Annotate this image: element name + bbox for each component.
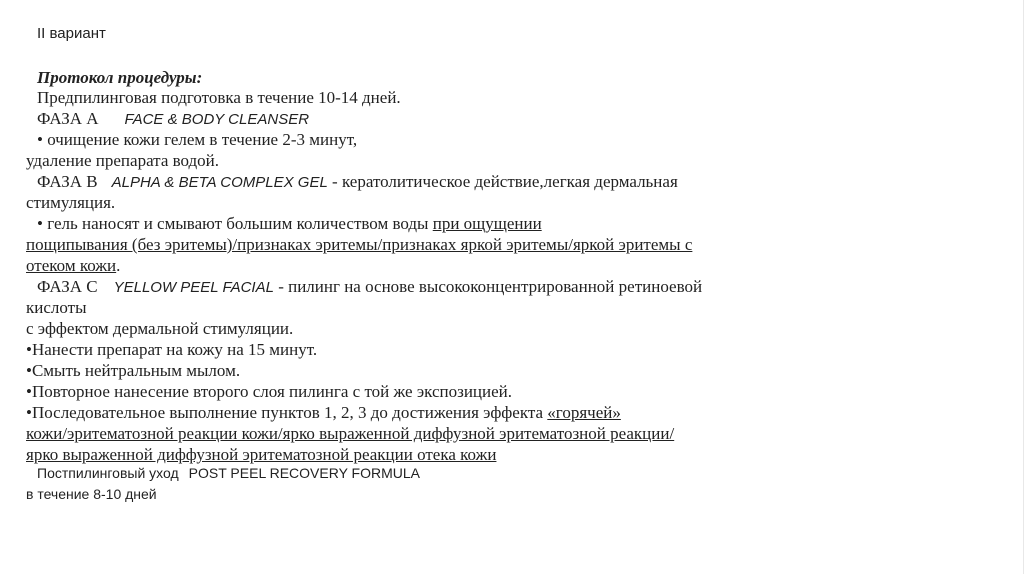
phase-a-bullet: • очищение кожи гелем в течение 2-3 минут,	[37, 130, 358, 149]
phase-a-label: ФАЗА А	[37, 109, 99, 128]
phase-c-label: ФАЗА С	[37, 277, 98, 296]
phase-c-product: YELLOW PEEL FACIAL	[113, 279, 274, 296]
phase-c-desc-cont2: с эффектом дермальной стимуляции.	[26, 319, 294, 338]
phase-c-step-4	[26, 403, 621, 423]
phase-b-bullet	[37, 214, 542, 234]
phase-c-line	[37, 277, 702, 297]
phase-b-product: ALPHA & BETA COMPLEX GEL	[111, 174, 328, 191]
phase-b-desc: - кератолитическое действие,легкая дермальная	[327, 172, 678, 191]
phase-c-step-4-cont: кожи/эритематозной реакции кожи/ярко выраженной диффузной эритематозной реакции/	[26, 424, 675, 443]
phase-c-desc: - пилинг на основе высококонцентрированной ретиноевой	[273, 277, 703, 296]
phase-b-line	[37, 172, 678, 192]
phase-a-bullet-cont: удаление препарата водой.	[26, 151, 220, 170]
phase-c-step-4-cont2: ярко выраженной диффузной эритематозной реакции отека кожи	[26, 445, 497, 464]
phase-b-desc-cont: стимуляция.	[26, 193, 116, 212]
post-care-line	[37, 465, 420, 481]
phase-b-bullet-underlined-end: отеком кожи	[26, 256, 117, 275]
phase-c-step-2: •Смыть нейтральным мылом.	[26, 361, 241, 380]
phase-c-step-1: •Нанести препарат на кожу на 15 минут.	[26, 340, 318, 359]
phase-c-desc-cont: кислоты	[26, 298, 87, 317]
phase-c-step-4-underlined: «горячей»	[547, 403, 621, 422]
phase-b-bullet-period: .	[116, 256, 121, 275]
post-care-duration: в течение 8-10 дней	[26, 486, 157, 502]
phase-a-product: FACE & BODY CLEANSER	[124, 111, 310, 128]
phase-b-bullet-text: • гель наносят и смывают большим количеством воды	[37, 214, 433, 233]
phase-b-bullet-underlined: при ощущении	[432, 214, 542, 233]
prep-line: Предпилинговая подготовка в течение 10-14 дней.	[37, 88, 401, 107]
phase-b-bullet-end-line	[26, 256, 120, 276]
protocol-heading: Протокол процедуры:	[37, 68, 203, 87]
phase-b-label: ФАЗА В	[37, 172, 98, 191]
post-care-product: POST PEEL RECOVERY FORMULA	[188, 465, 420, 481]
variant-title: II вариант	[37, 25, 106, 42]
phase-c-step-3: •Повторное нанесение второго слоя пилинга с той же экспозицией.	[26, 382, 513, 401]
post-care-label: Постпилинговый уход	[37, 465, 179, 481]
phase-c-step-4-text: •Последовательное выполнение пунктов 1, 2, 3 до достижения эффекта	[26, 403, 548, 422]
phase-b-bullet-cont: пощипывания (без эритемы)/признаках эритемы/признаках яркой эритемы/яркой эритемы с	[26, 235, 693, 254]
phase-a-line	[37, 109, 309, 129]
